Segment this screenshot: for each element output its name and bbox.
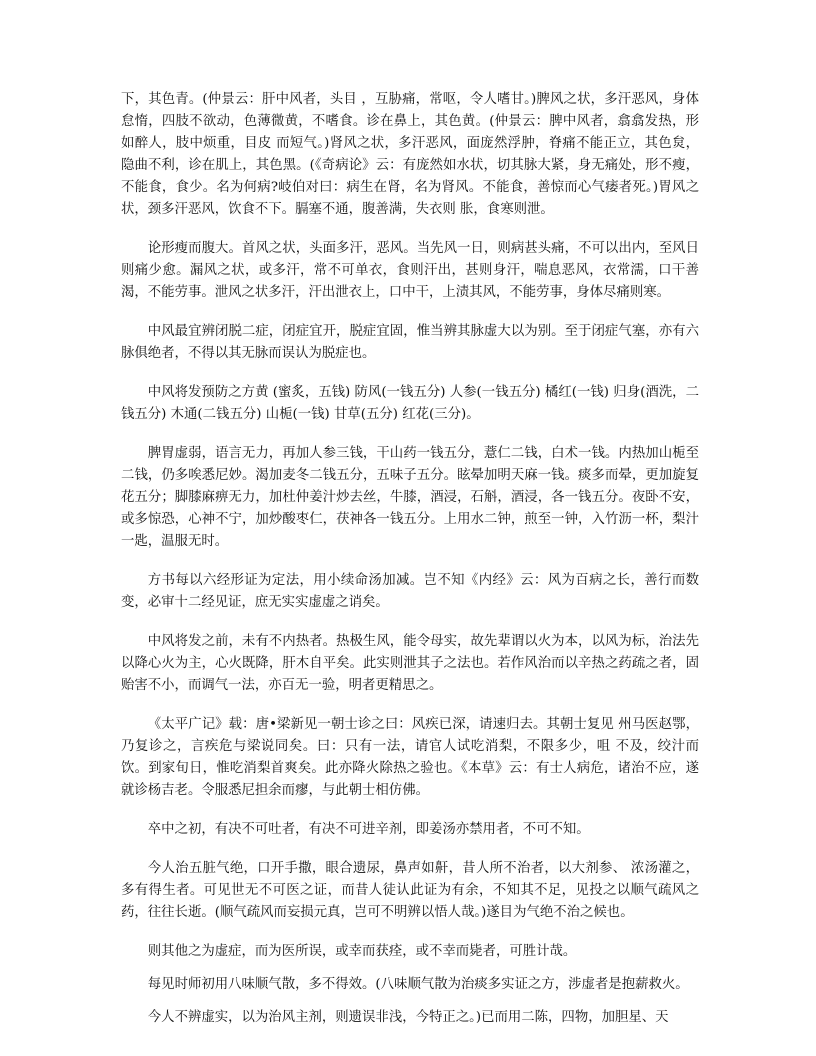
paragraph-3: 中风最宜辨闭脱二症，闭症宜开，脱症宜固，惟当辨其脉虚大以为别。至于闭症气塞，亦有六脉俱绝者，不得以其无脉而误认为脱症也。 bbox=[121, 324, 699, 361]
paragraph-12: 每见时师初用八味顺气散，多不得效。(八味顺气散为治痰多实证之方，涉虚者是抱薪救火。 bbox=[147, 977, 689, 992]
paragraph-8: 《太平广记》载：唐•梁新见一朝士诊之曰：风疾已深，请速归去。其朝士复见 州马医赵鄂，乃复诊之，言疾危与梁说同矣。曰：只有一法，请官人试吃消梨，不限多少，咀 不及，绞汁而饮。到家旬日，惟吃消梨首爽矣。此亦降火除热之验也。《本草》云：有士人病危，诸治不应，遂就诊杨吉老。令服悉尼担余而瘳，与此朝士相仿佛。 bbox=[121, 717, 699, 798]
paragraph-13: 今人不辨虚实，以为治风主剂，则遗误非浅，今特正之。)已而用二陈，四物，加胆星、天 bbox=[147, 1010, 669, 1025]
paragraph-1: 下，其色青。(仲景云：肝中风者，头目 ，互胁痛，常呕，令人嗜甘。)脾风之状，多汗恶风，身体怠惰，四肢不欲动，色薄微黄，不嗜食。诊在鼻上，其色黄。(仲景云：脾中风者，翕翕发热，形如醉人，肢中烦重，目皮 而短气。)肾风之状，多汗恶风，面庞然浮肿，脊痛不能正立，其色炱，隐曲不利，诊在肌上，其色黑。(《奇病论》云：有庞然如水状，切其脉大紧，身无痛处，形不瘦，不能食，食少。名为何病?岐伯对曰：病生在肾，名为肾风。不能食，善惊而心气痿者死。)胃风之状，颈多汗恶风，饮食不下。膈塞不通，腹善满，失衣则 胀，食寒则泄。 bbox=[121, 92, 699, 217]
paragraph-2: 论形瘦而腹大。首风之状，头面多汗，恶风。当先风一日，则病甚头痛，不可以出内，至风日则痛少愈。漏风之状，或多汗，常不可单衣，食则汗出，甚则身汗，喘息恶风，衣常濡，口干善渴，不能劳事。泄风之状多汗，汗出泄衣上，口中干，上渍其风，不能劳事，身体尽痛则寒。 bbox=[121, 241, 699, 300]
paragraph-9: 卒中之初，有决不可吐者，有决不可进辛剂，即姜汤亦禁用者，不可不知。 bbox=[147, 822, 590, 837]
document-body bbox=[121, 89, 699, 1040]
paragraph-5: 脾胃虚弱，语言无力，再加人参三钱，干山药一钱五分，薏仁二钱，白术一钱。内热加山栀至二钱，仍多唉悉尼妙。渴加麦冬二钱五分，五味子五分。眩晕加明天麻一钱。痰多而晕，更加旋复花五分；脚膝麻痹无力，加杜仲姜汁炒去丝，牛膝，酒浸，石斛，酒浸，各一钱五分。夜卧不安，或多惊恐，心神不宁，加炒酸枣仁，茯神各一钱五分。上用水二钟，煎至一钟，入竹沥一杯，梨汁一匙，温服无时。 bbox=[121, 446, 699, 549]
paragraph-10: 今人治五脏气绝，口开手撒，眼合遗尿，鼻声如鼾，昔人所不治者，以大剂参、 浓汤灌之，多有得生者。可见世无不可医之证，而昔人徒认此证为有余，不知其不足，见投之以顺气疏风之药，往往长逝。(顺气疏风而妄损元真，岂可不明辨以悟人哉。)遂目为气绝不治之候也。 bbox=[121, 861, 699, 920]
paragraph-11: 则其他之为虚症，而为医所误，或幸而获痊，或不幸而毙者，可胜计哉。 bbox=[147, 944, 577, 959]
paragraph-4: 中风将发预防之方黄 (蜜炙，五钱) 防风(一钱五分) 人参(一钱五分) 橘红(一钱) 归身(酒洗，二钱五分) 木通(二钱五分) 山栀(一钱) 甘草(五分) 红花(三分)。 bbox=[121, 385, 699, 422]
paragraph-6: 方书每以六经形证为定法，用小续命汤加减。岂不知《内经》云：风为百病之长，善行而数变，必审十二经见证，庶无实实虚虚之诮矣。 bbox=[121, 573, 699, 610]
paragraph-7: 中风将发之前，未有不内热者。热极生风，能令母实，故先辈谓以火为本，以风为标，治法先以降心火为主，心火既降，肝木自平矣。此实则泄其子之法也。若作风治而以辛热之药疏之者，固贻害不小，而调气一法，亦百无一验，明者更精思之。 bbox=[121, 634, 699, 693]
